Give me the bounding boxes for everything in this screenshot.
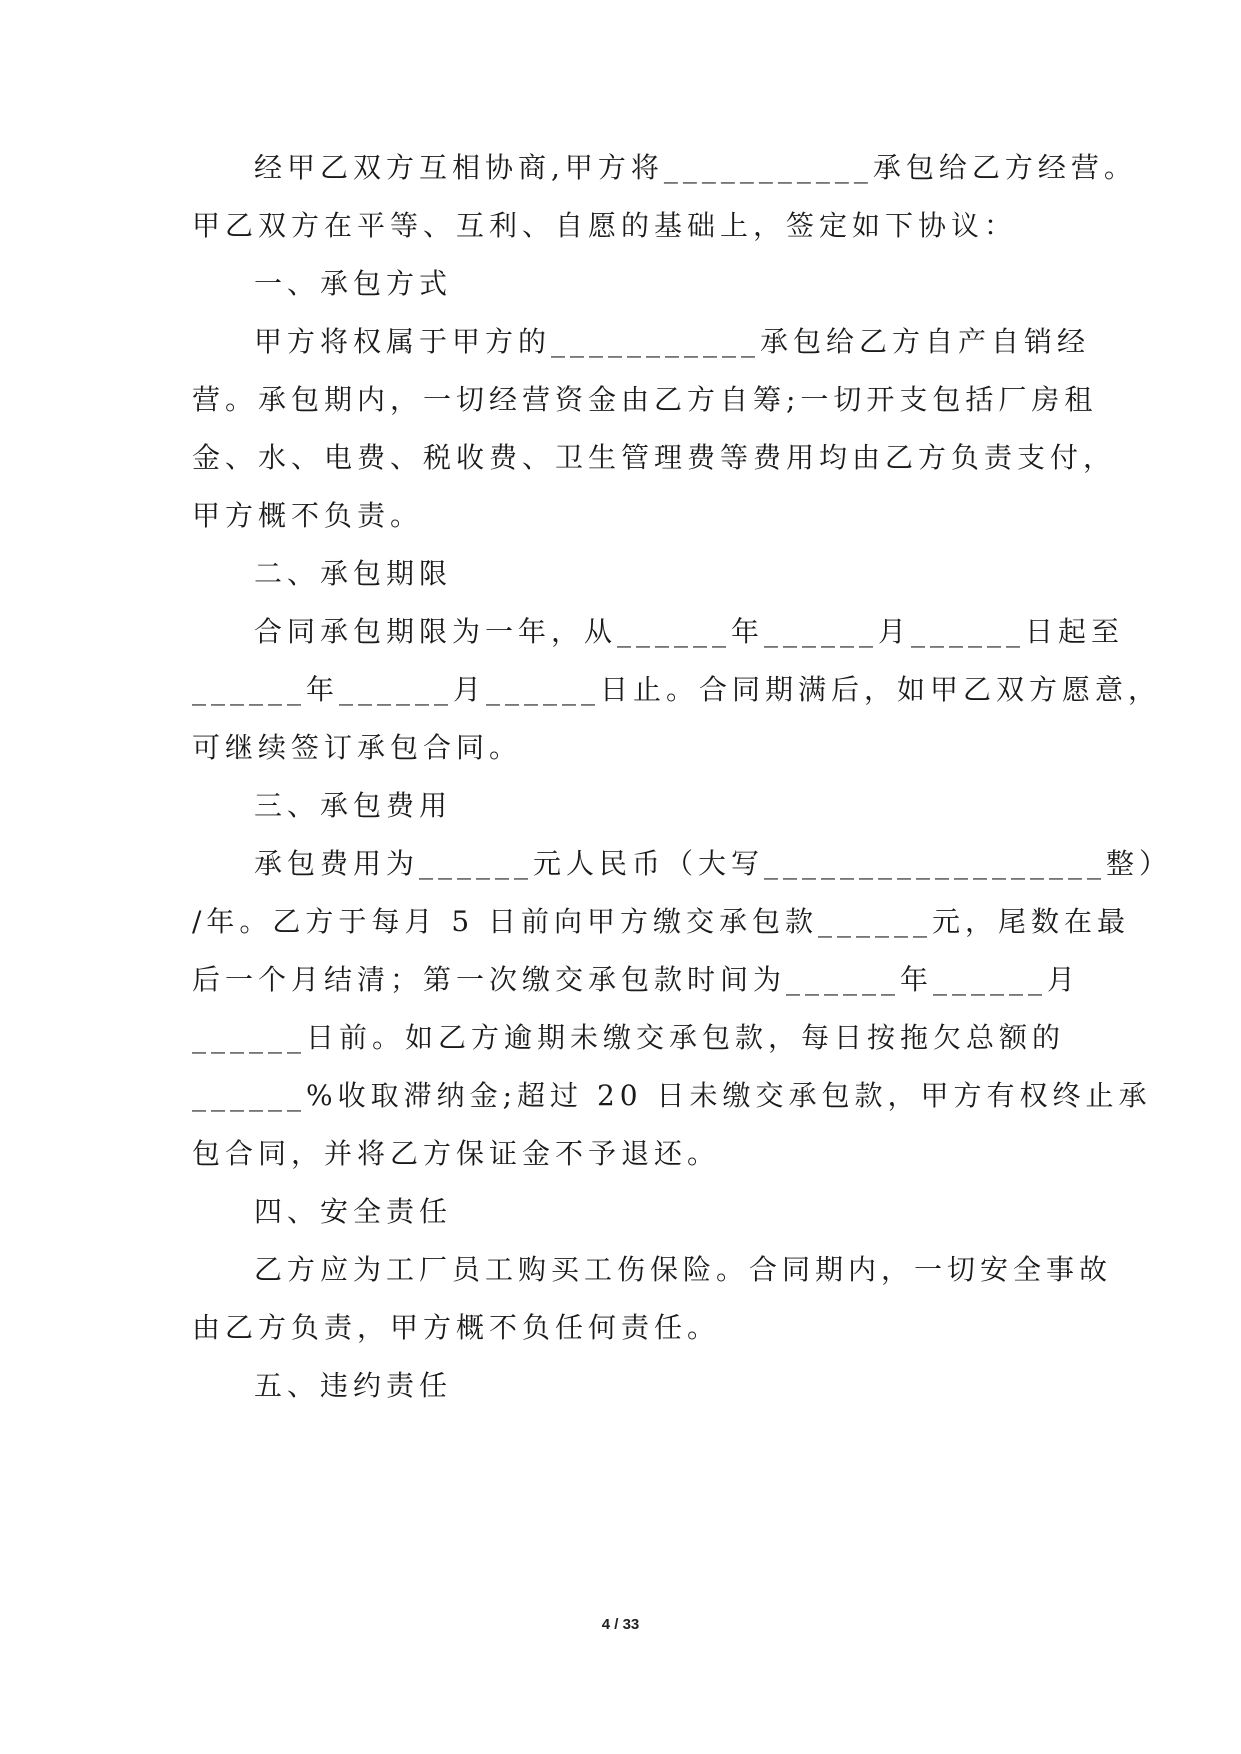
paragraph-line: 包合同，并将乙方保证金不予退还。 bbox=[192, 1137, 721, 1170]
section-heading-1: 一、承包方式 bbox=[254, 267, 453, 300]
section-heading-5: 五、违约责任 bbox=[254, 1369, 453, 1402]
paragraph-line: 可继续签订承包合同。 bbox=[192, 731, 523, 764]
paragraph-line: 乙方应为工厂员工购买工伤保险。合同期内，一切安全事故 bbox=[254, 1253, 1113, 1286]
paragraph-line: 经甲乙双方互相协商,甲方将___________承包给乙方经营。 bbox=[254, 151, 1137, 184]
paragraph-line: ______%收取滞纳金;超过 20 日未缴交承包款，甲方有权终止承 bbox=[192, 1079, 1152, 1112]
paragraph-line: 甲乙双方在平等、互利、自愿的基础上，签定如下协议： bbox=[192, 209, 1018, 242]
page-number: 4 / 33 bbox=[601, 1616, 640, 1633]
paragraph-line: /年。乙方于每月 5 日前向甲方缴交承包款______元，尾数在最 bbox=[192, 905, 1131, 938]
paragraph-line: 承包费用为______元人民币（大写__________________整） bbox=[254, 847, 1173, 880]
section-heading-2: 二、承包期限 bbox=[254, 557, 453, 590]
paragraph-line: 后一个月结清；第一次缴交承包款时间为______年______月 bbox=[192, 963, 1081, 996]
paragraph-line: 合同承包期限为一年，从______年______月______日起至 bbox=[254, 615, 1125, 648]
section-heading-4: 四、安全责任 bbox=[254, 1195, 453, 1228]
paragraph-line: 金、水、电费、税收费、卫生管理费等费用均由乙方负责支付， bbox=[192, 441, 1117, 474]
paragraph-line: 甲方概不负责。 bbox=[192, 499, 424, 532]
paragraph-line: 营。承包期内，一切经营资金由乙方自筹;一切开支包括厂房租 bbox=[192, 383, 1098, 416]
paragraph-line: 由乙方负责，甲方概不负任何责任。 bbox=[192, 1311, 721, 1344]
section-heading-3: 三、承包费用 bbox=[254, 789, 453, 822]
paragraph-line: ______日前。如乙方逾期未缴交承包款，每日按拖欠总额的 bbox=[192, 1021, 1066, 1054]
paragraph-line: ______年______月______日止。合同期满后，如甲乙双方愿意， bbox=[192, 673, 1162, 706]
paragraph-line: 甲方将权属于甲方的___________承包给乙方自产自销经 bbox=[254, 325, 1091, 358]
